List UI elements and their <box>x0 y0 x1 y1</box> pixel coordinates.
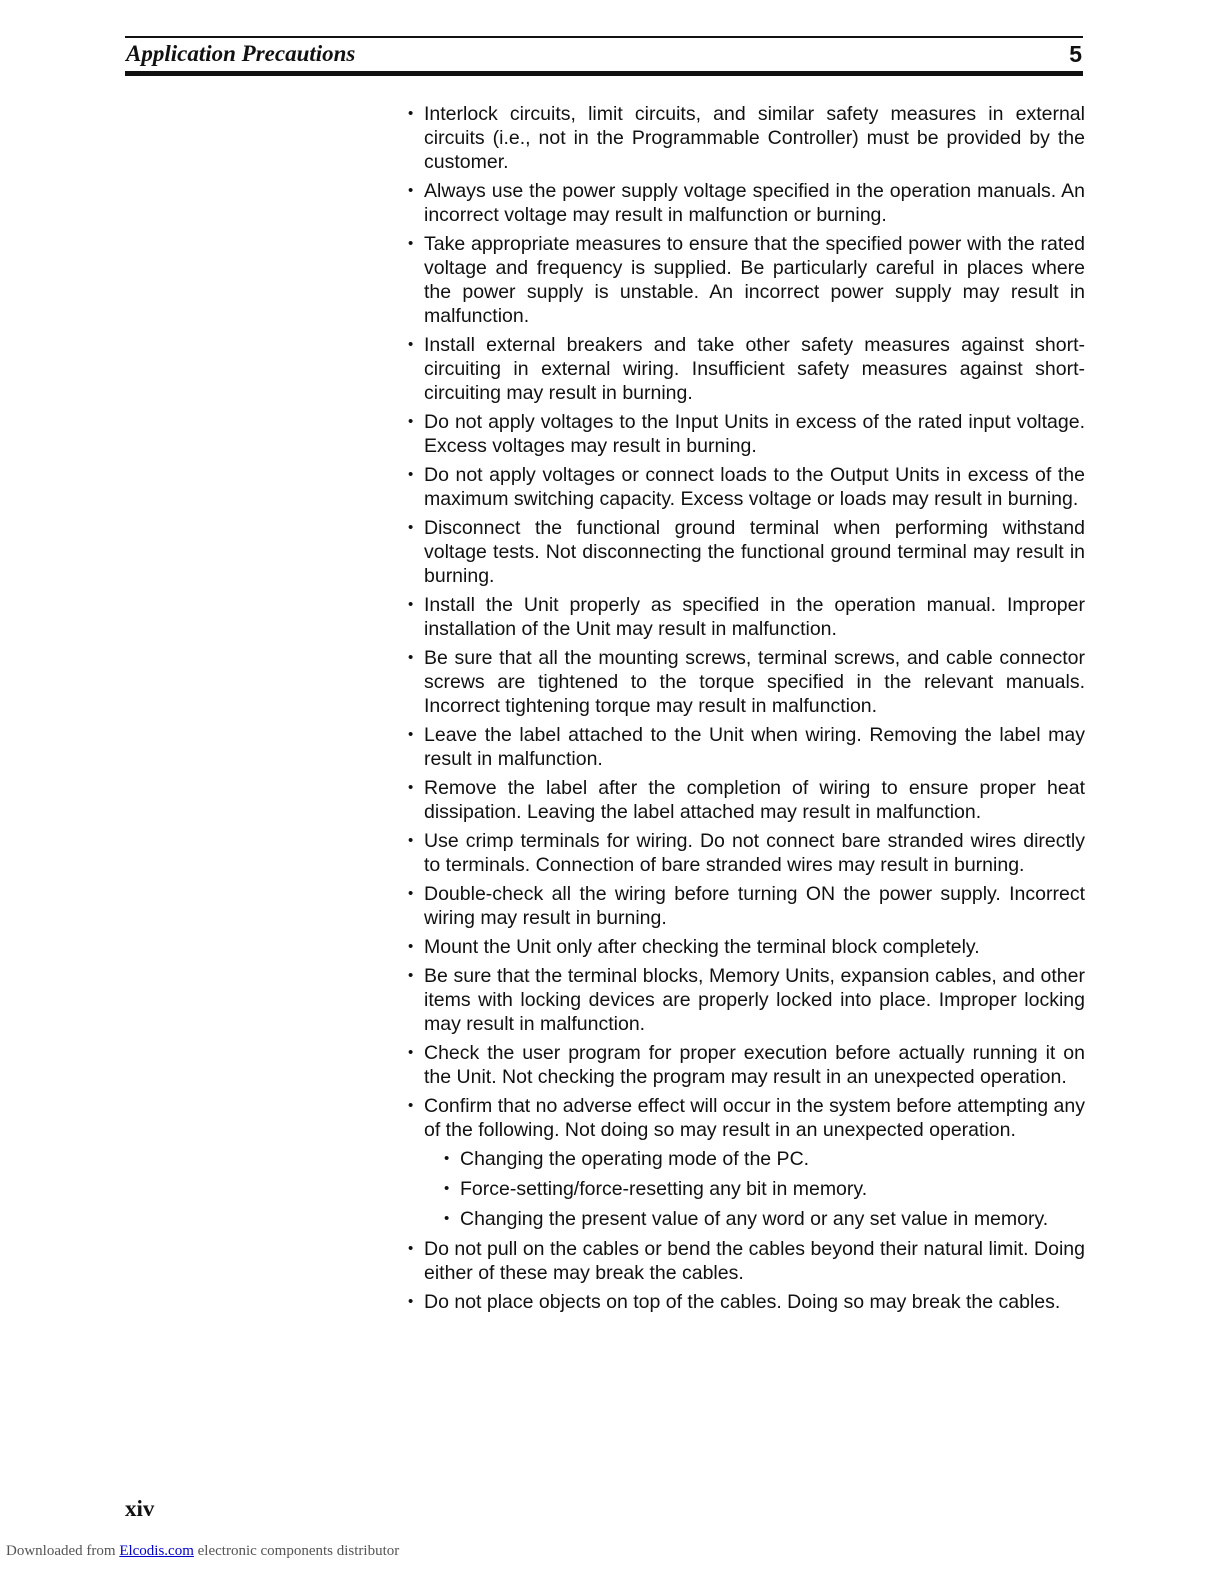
bullet-icon: • <box>408 413 414 430</box>
list-item <box>408 1094 1085 1142</box>
bullet-icon: • <box>408 832 414 849</box>
bullet-icon: • <box>408 596 414 613</box>
list-item-text: Interlock circuits, limit circuits, and similar safety measures in external circuits (i.e., not in the Programmable Controller) must be provided by the customer. <box>424 103 1085 173</box>
list-item-text: Confirm that no adverse effect will occur in the system before attempting any of the following. Not doing so may result in an unexpected operation. <box>424 1095 1085 1141</box>
sub-list-item <box>444 1147 1085 1171</box>
sub-list-item <box>444 1207 1085 1231</box>
page-header <box>125 36 1083 76</box>
list-item-text: Remove the label after the completion of wiring to ensure proper heat dissipation. Leaving the label attached may result in malfunction. <box>424 777 1085 823</box>
bullet-icon: • <box>408 1240 414 1257</box>
download-suffix: electronic components distributor <box>197 1543 400 1559</box>
list-item-text: Be sure that the terminal blocks, Memory Units, expansion cables, and other items with locking devices are properly locked into place. Improper locking may result in malfunction. <box>424 965 1085 1035</box>
list-item-text: Force-setting/force-resetting any bit in memory. <box>460 1178 868 1200</box>
list-item <box>408 463 1085 511</box>
header-title: Application Precautions <box>126 41 356 66</box>
list-item <box>408 102 1085 174</box>
download-notice <box>6 1541 399 1561</box>
bullet-icon: • <box>408 1293 414 1310</box>
section-number: 5 <box>1069 41 1082 67</box>
bullet-icon: • <box>408 235 414 252</box>
elcodis-link[interactable]: Elcodis.com <box>119 1543 194 1559</box>
list-item-text: Always use the power supply voltage specified in the operation manuals. An incorrect voltage may result in malfunction or burning. <box>424 180 1085 226</box>
list-item-text: Install the Unit properly as specified in the operation manual. Improper installation of the Unit may result in malfunction. <box>424 594 1085 640</box>
list-item <box>408 516 1085 588</box>
list-item-text: Do not apply voltages to the Input Units in excess of the rated input voltage. Excess voltages may result in burning. <box>424 411 1085 457</box>
list-item-text: Double-check all the wiring before turning ON the power supply. Incorrect wiring may result in burning. <box>424 883 1085 929</box>
list-item-text: Install external breakers and take other safety measures against short-circuiting in external wiring. Insufficient safety measures against short-circuiting may result in burning. <box>424 334 1085 404</box>
page-number: xiv <box>125 1496 155 1521</box>
bullet-icon: • <box>408 938 414 955</box>
list-item-text: Do not place objects on top of the cables. Doing so may break the cables. <box>424 1291 1061 1313</box>
list-item-text: Check the user program for proper execution before actually running it on the Unit. Not checking the program may result in an unexpected operation. <box>424 1042 1085 1088</box>
bullet-icon: • <box>408 105 414 122</box>
bullet-icon: • <box>408 967 414 984</box>
bullet-icon: • <box>408 519 414 536</box>
bullet-icon: • <box>408 182 414 199</box>
list-item <box>408 179 1085 227</box>
bullet-icon: • <box>408 649 414 666</box>
bullet-icon: • <box>444 1210 450 1227</box>
list-item <box>408 935 1085 959</box>
list-item-text: Take appropriate measures to ensure that the specified power with the rated voltage and frequency is supplied. Be particularly careful in places where the power supply is unstable. An incorrect power supply may result in malfunction. <box>424 233 1085 327</box>
bullet-icon: • <box>444 1150 450 1167</box>
list-item <box>408 964 1085 1036</box>
list-item <box>408 723 1085 771</box>
list-item-text: Leave the label attached to the Unit when wiring. Removing the label may result in malfunction. <box>424 724 1085 770</box>
list-item <box>408 646 1085 718</box>
list-item-text: Use crimp terminals for wiring. Do not connect bare stranded wires directly to terminals. Connection of bare stranded wires may result in burning. <box>424 830 1085 876</box>
list-item <box>408 776 1085 824</box>
list-item <box>408 1041 1085 1089</box>
list-item-text: Mount the Unit only after checking the terminal block completely. <box>424 936 980 958</box>
bullet-icon: • <box>408 1097 414 1114</box>
list-item <box>408 829 1085 877</box>
bullet-icon: • <box>444 1180 450 1197</box>
list-item-text: Do not apply voltages or connect loads to the Output Units in excess of the maximum switching capacity. Excess voltage or loads may result in burning. <box>424 464 1085 510</box>
bullet-icon: • <box>408 885 414 902</box>
list-item <box>408 1290 1085 1314</box>
list-item <box>408 333 1085 405</box>
bullet-icon: • <box>408 336 414 353</box>
list-item-text: Changing the operating mode of the PC. <box>460 1148 810 1170</box>
list-item-text: Be sure that all the mounting screws, terminal screws, and cable connector screws are tightened to the torque specified in the relevant manuals. Incorrect tightening torque may result in malfunction. <box>424 647 1085 717</box>
list-item <box>408 1237 1085 1285</box>
sub-list-item <box>444 1177 1085 1201</box>
bullet-icon: • <box>408 726 414 743</box>
bullet-icon: • <box>408 1044 414 1061</box>
bullet-icon: • <box>408 779 414 796</box>
list-item <box>408 593 1085 641</box>
list-item-text: Changing the present value of any word or any set value in memory. <box>460 1208 1049 1230</box>
precautions-list <box>408 102 1085 1319</box>
list-item-text: Do not pull on the cables or bend the cables beyond their natural limit. Doing either of these may break the cables. <box>424 1238 1085 1284</box>
download-prefix: Downloaded from <box>6 1543 116 1559</box>
bullet-icon: • <box>408 466 414 483</box>
list-item <box>408 410 1085 458</box>
list-item-text: Disconnect the functional ground terminal when performing withstand voltage tests. Not disconnecting the functional ground terminal may result in burning. <box>424 517 1085 587</box>
list-item <box>408 882 1085 930</box>
list-item <box>408 232 1085 328</box>
